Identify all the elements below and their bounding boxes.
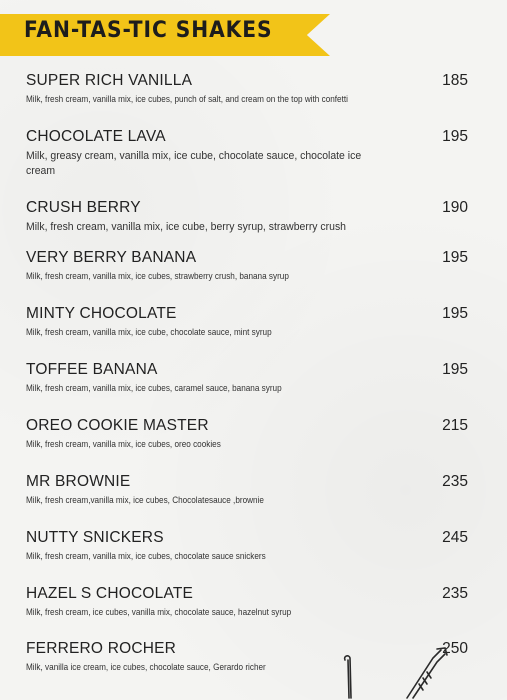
item-price: 215 (442, 417, 468, 434)
menu-item-mr-brownie (26, 473, 472, 507)
menu-item-toffee-banana (26, 361, 472, 395)
item-price: 185 (442, 72, 468, 89)
item-name: TOFFEE BANANA (26, 361, 158, 378)
item-price: 190 (442, 199, 468, 216)
item-name: SUPER RICH VANILLA (26, 72, 193, 89)
item-description: Milk, fresh cream, ice cubes, vanilla mix, chocolate sauce, hazelnut syrup (26, 607, 292, 618)
item-name: OREO COOKIE MASTER (26, 417, 209, 434)
item-name: VERY BERRY BANANA (26, 249, 197, 266)
spoon-ridges-icon (419, 672, 431, 690)
item-name: MR BROWNIE (26, 473, 131, 490)
spoon-handle-icon (407, 650, 441, 698)
item-price: 250 (442, 640, 468, 657)
item-description: Milk, fresh cream, vanilla mix, ice cubes, strawberry crush, banana syrup (26, 271, 289, 282)
item-price: 195 (442, 128, 468, 145)
item-description: Milk, fresh cream,vanilla mix, ice cubes, Chocolatesauce ,brownie (26, 495, 264, 506)
item-name: FERRERO ROCHER (26, 640, 177, 657)
item-name: CHOCOLATE LAVA (26, 128, 166, 145)
item-name: HAZEL S CHOCOLATE (26, 585, 194, 602)
menu-item-minty-chocolate (26, 305, 472, 339)
item-description: Milk, fresh cream, vanilla mix, ice cubes, caramel sauce, banana syrup (26, 383, 282, 394)
item-name: CRUSH BERRY (26, 199, 141, 216)
item-description: Milk, fresh cream, vanilla mix, ice cube, berry syrup, strawberry crush (26, 221, 346, 233)
item-description: Milk, vanilla ice cream, ice cubes, chocolate sauce, Gerardo richer (26, 662, 266, 673)
item-price: 195 (442, 249, 468, 266)
menu-item-oreo-cookie-master (26, 417, 472, 451)
item-price: 195 (442, 305, 468, 322)
item-price: 245 (442, 529, 468, 546)
menu-item-hazel-s-chocolate (26, 585, 472, 619)
item-price: 195 (442, 361, 468, 378)
item-price: 235 (442, 585, 468, 602)
menu-section-title: FAN-TAS-TIC SHAKES (24, 18, 273, 43)
item-name: NUTTY SNICKERS (26, 529, 164, 546)
item-description: Milk, fresh cream, vanilla mix, ice cube, chocolate sauce, mint syrup (26, 327, 272, 338)
drinking-straw-doodle-icon (337, 646, 457, 700)
item-description: Milk, fresh cream, vanilla mix, ice cubes, punch of salt, and cream on the top with confetti (26, 94, 348, 105)
item-description: Milk, fresh cream, vanilla mix, ice cubes, chocolate sauce snickers (26, 551, 266, 562)
item-description: Milk, greasy cream, vanilla mix, ice cube, chocolate sauce, chocolate ice cream (26, 150, 362, 177)
item-name: MINTY CHOCOLATE (26, 305, 177, 322)
straw-left-inner-icon (348, 660, 349, 698)
menu-item-crush-berry (26, 199, 472, 235)
item-price: 235 (442, 473, 468, 490)
item-description: Milk, fresh cream, vanilla mix, ice cubes, oreo cookies (26, 439, 221, 450)
menu-item-super-rich-vanilla (26, 72, 472, 106)
menu-item-chocolate-lava (26, 128, 472, 179)
menu-item-nutty-snickers (26, 529, 472, 563)
menu-item-very-berry-banana (26, 249, 472, 283)
